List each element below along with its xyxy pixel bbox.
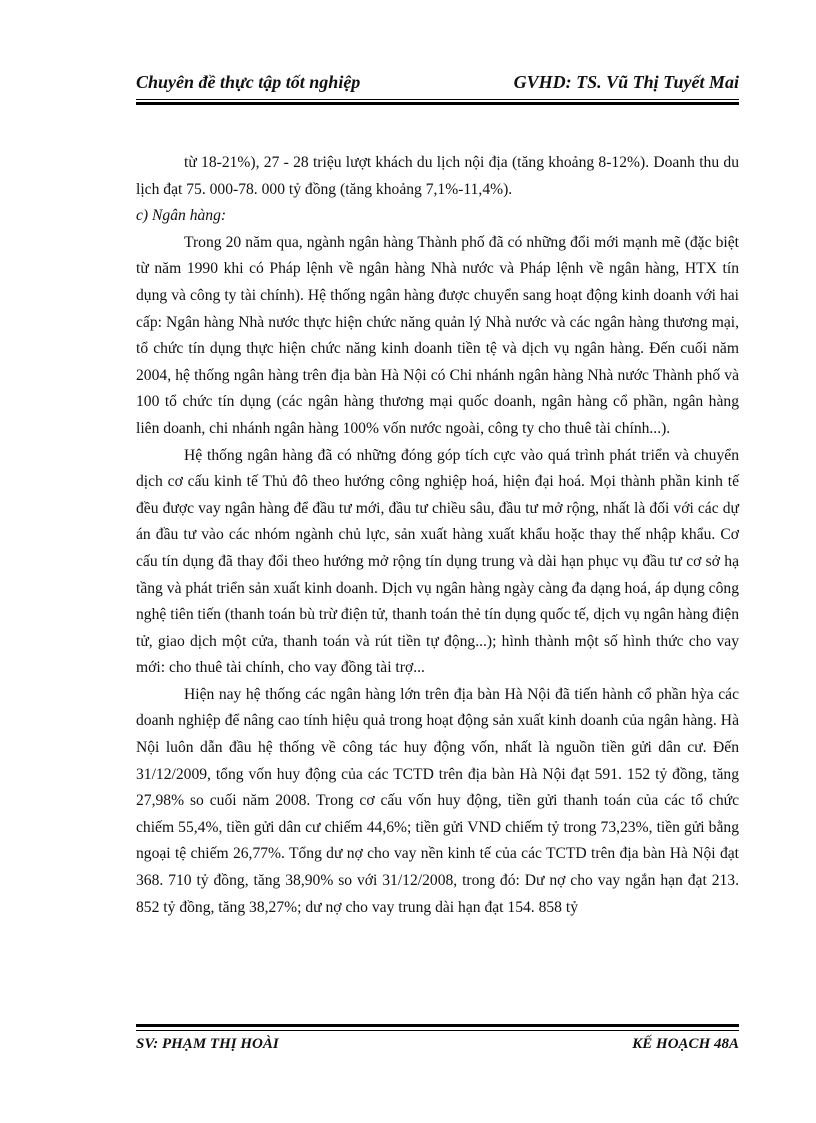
paragraph-banking-contribution: Hệ thống ngân hàng đã có những đóng góp tích cực vào quá trình phát triển và chuyển dịch cơ cấu kinh tế Thủ đô theo hướng công nghiệp hoá, hiện đại hoá. Mọi thành phần kinh tế đều được vay ngân hàng để đầu tư mới, đầu tư chiều sâu, đầu tư mở rộng, nhất là đối với các dự án đầu tư vào các nhóm ngành chủ lực, sản xuất hàng xuất khẩu hoặc thay thế nhập khẩu. Cơ cấu tín dụng đã thay đổi theo hướng mở rộng tín dụng trung và dài hạn phục vụ đầu tư cơ sở hạ tầng và phát triển sản xuất kinh doanh. Dịch vụ ngân hàng ngày càng đa dạng hoá, áp dụng công nghệ tiên tiến (thanh toán bù trừ điện tử, thanh toán thẻ tín dụng quốc tế, dịch vụ ngân hàng điện tử, giao dịch một cửa, thanh toán và rút tiền tự động...); hình thành một số hình thức cho vay mới: cho thuê tài chính, cho vay đồng tài trợ...: [136, 446, 739, 677]
header-advisor: GVHD: TS. Vũ Thị Tuyết Mai: [513, 72, 739, 92]
paragraph-banking-current: Hiện nay hệ thống các ngân hàng lớn trên địa bàn Hà Nội đã tiến hành cổ phần hỳa các doanh nghiệp để nâng cao tính hiệu quả trong hoạt động sản xuất kinh doanh của ngân hàng. Hà Nội luôn dẫn đầu hệ thống về công tác huy động vốn, nhất là nguồn tiền gửi dân cư. Đến 31/12/2009, tổng vốn huy động của các TCTD trên địa bàn Hà Nội đạt 591. 152 tỷ đồng, tăng 27,98% so cuối năm 2008. Trong cơ cấu vốn huy động, tiền gửi thanh toán của các tổ chức chiếm 55,4%, tiền gửi dân cư chiếm 44,6%; tiền gửi VND chiếm tỷ trong 73,23%, tiền gửi bằng ngoại tệ chiếm 26,77%. Tổng dư nợ cho vay nền kinh tế của các TCTD trên địa bàn Hà Nội đạt 368. 710 tỷ đồng, tăng 38,90% so với 31/12/2008, trong đó: Dư nợ cho vay ngắn hạn đạt 213. 852 tỷ đồng, tăng 38,27%; dư nợ cho vay trung dài hạn đạt 154. 858 tỷ: [136, 685, 739, 916]
document-body: [136, 150, 739, 921]
header-rule-top: [136, 99, 739, 100]
paragraph-tourism-continued: từ 18-21%), 27 - 28 triệu lượt khách du lịch nội địa (tăng khoảng 8-12%). Doanh thu du lịch đạt 75. 000-78. 000 tỷ đồng (tăng khoảng 7,1%-11,4%).: [136, 154, 739, 198]
footer-class-name: KẾ HOẠCH 48A: [632, 1036, 739, 1052]
paragraph-banking-history: Trong 20 năm qua, ngành ngân hàng Thành phố đã có những đổi mới mạnh mẽ (đặc biệt từ năm 1990 khi có Pháp lệnh về ngân hàng Nhà nước và Pháp lệnh về ngân hàng, HTX tín dụng và công ty tài chính). Hệ thống ngân hàng được chuyển sang hoạt động kinh doanh với hai cấp: Ngân hàng Nhà nước thực hiện chức năng quản lý Nhà nước và các ngân hàng thương mại, tổ chức tín dụng thực hiện chức năng kinh doanh tiền tệ và dịch vụ ngân hàng. Đến cuối năm 2004, hệ thống ngân hàng trên địa bàn Hà Nội có Chi nhánh ngân hàng Nhà nước Thành phố và 100 tổ chức tín dụng (các ngân hàng thương mại quốc doanh, ngân hàng cổ phần, ngân hàng liên doanh, chi nhánh ngân hàng 100% vốn nước ngoài, công ty cho thuê tài chính...).: [136, 233, 739, 437]
header-course-title: Chuyên đề thực tập tốt nghiệp: [136, 72, 361, 92]
header-rule-bottom: [136, 102, 739, 105]
footer-rule-bottom: [136, 1030, 739, 1031]
page-header: [136, 72, 739, 93]
footer-rule-top: [136, 1024, 739, 1027]
footer-student-name: SV: PHẠM THỊ HOÀI: [136, 1036, 279, 1052]
section-heading-banking: c) Ngân hàng:: [136, 207, 227, 225]
page-footer: [136, 1036, 739, 1053]
